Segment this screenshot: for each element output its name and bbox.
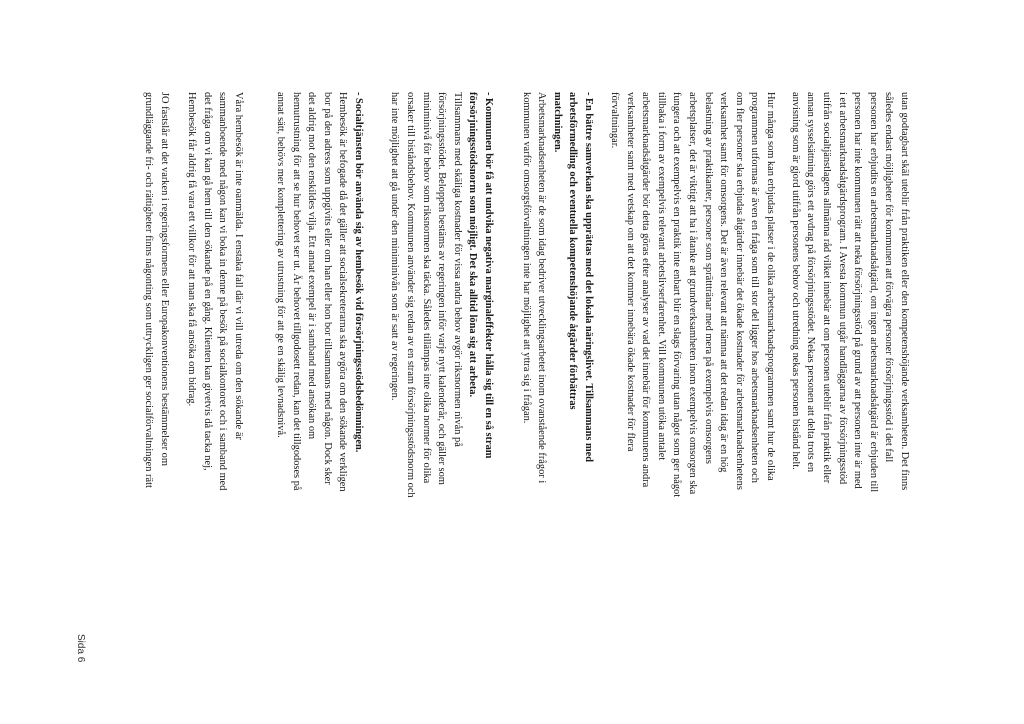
text-line: Våra hembesök är inte oanmälda. I enstaka fall där vi vill utreda om den sökande är bbox=[233, 92, 244, 440]
text-line: Hembesök är befogade då det gäller att socialsekreterarna ska avgöra om den sökande verkligen bbox=[337, 92, 349, 492]
text-line: hemutrustning för att se hur behovet ser ut. Är behovet tillgodosett redan, kan det tillgodoses på bbox=[290, 92, 302, 491]
text-line: personen har inte kommunen rätt att neka försörjningsstöd på grund av att personen inte är med bbox=[852, 92, 864, 489]
text-line: kommunen varför omsorgsförvaltningen inte har möjlighet att yttra sig i frågan. bbox=[520, 92, 532, 424]
text-line: arbetsmarknadsåtgärder bör detta göras efter analyser av vad det innebär för kommunens andra bbox=[640, 92, 652, 488]
text-line: arbetsplatser, det är viktigt att ha i åtanke att grundverksamheten inom exempelvis omsorgen ska bbox=[687, 92, 699, 495]
paragraph-1 bbox=[787, 92, 912, 652]
text-line: verksamheter samt med vetskap om att det kommer innebära ökade kostnader för flera bbox=[624, 92, 636, 452]
text-line: bor på den adress som uppgivits eller om han eller hon bor tillsammans med någon. Dock sker bbox=[321, 92, 333, 485]
text-line: personen har erbjudits en arbetsmarknadsåtgärd, om ingen arbetsmarknadsåtgärd är erbjuden till bbox=[867, 92, 879, 493]
text-line: utifrån socialtjänstlagens allmänna råd vilket innebär att om personen uteblir från praktik eller bbox=[821, 92, 833, 484]
text-line: försörjningsstödet. Beloppen bestäms av regeringen inför varje nytt kalenderår, och gäller som bbox=[436, 92, 448, 485]
page-number: Sida 6 bbox=[75, 634, 86, 663]
text-line: om fler personer ska erbjudas åtgärder innebär det ökade kostnader för arbetsmarknadsenhetens bbox=[733, 92, 745, 490]
text-line: Hembesök får aldrig få vara ett villkor för att man ska få ansöka om bidrag. bbox=[186, 92, 198, 407]
text-line: JO fastslår att det varken i regeringsformens eller Europakonventionens bestämmelser om bbox=[159, 92, 170, 466]
text-line: det aldrig mot den enskildes vilja. Ett annat exempel är i samband med ansökan om bbox=[306, 92, 318, 440]
text-line: sammanboende med någon kan vi boka in denne på besök på socialkontoret och i samband med bbox=[217, 92, 229, 491]
text-line: det fråga om vi kan gå hem till den sökande på en gång. Klienten kan givetvis då tacka nej, bbox=[201, 92, 213, 471]
text-line: i ett arbetsmarknadsåtgärdsprogram. I Avesta kommun utgår handläggarna av försörjningsstöd bbox=[836, 92, 848, 485]
text-line: tillbaka i form av exempelvis relevant arbetslivserfarenhet. Vill kommunen utöka antalet bbox=[655, 92, 667, 461]
text-line: fungera och att exempelvis en praktik inte enbart blir en slags förvaring utan något som ger något bbox=[671, 92, 683, 498]
text-line: grundläggande fri- och rättigheter finns någonting som uttryckligen ger socialförvaltningen rätt bbox=[143, 92, 155, 488]
text-line: förvaltningar. bbox=[609, 92, 621, 149]
paragraph-7 bbox=[141, 92, 172, 652]
heading-line: - En bättre samverkan ska upprättas med det lokala näringslivet. Tillsammans med bbox=[583, 92, 594, 463]
heading-line: - Kommunen bör få att undvika negativa marginaleffekter hålla sig till en så stram bbox=[483, 92, 494, 459]
text-line: belastning av praktikanter, personer som sprätttränar med mera på exempelvis omsorgens bbox=[702, 92, 714, 464]
text-line: annan sysselsättning görs ett avdrag på försörjningsstödet. Nekas personen att delta trots en bbox=[805, 92, 817, 473]
text-line: verksamhet samt för omsorgens. Det är även relevant att nämna att det redan idag är en hög bbox=[718, 92, 730, 473]
heading-line: - Socialtjänsten bör använda sig av hembesök vid försörjningsstödsbedömningen. bbox=[353, 92, 364, 453]
text-line: utan godtagbart skäl uteblir från praktiken eller den kompetenshöjande verksamheten. Det finns bbox=[899, 92, 910, 491]
paragraph-4 bbox=[387, 92, 496, 652]
text-line: Hur många som kan erbjudas platser i de olika arbetsmarknadsprogrammen samt hur de olika bbox=[765, 92, 776, 481]
text-line: Tillsammans med skäliga kostnader för vissa andra behov avgör riksnormen nivån på bbox=[451, 92, 463, 447]
paragraph-2 bbox=[606, 92, 778, 652]
text-line: har inte möjlighet att gå under den miniminivån som är satt av regeringen. bbox=[389, 92, 401, 401]
text-line: miniminivå för behov som riksnormen ska täcka. Således tillämpas inte olika normer för olika bbox=[420, 92, 432, 484]
heading-line: arbetsförmedling och eventuella kompetenshöjande åtgärder förbättras bbox=[567, 92, 579, 410]
text-line: annat sätt, behövs mer komplettering av utrustning för att ge en skälig levnadsnivå. bbox=[275, 92, 287, 438]
text-line: orsaker till biståndsbehov. Kommunen använder sig redan av en stram försörjningsstödsnorm och bbox=[405, 92, 417, 498]
paragraph-3 bbox=[518, 92, 596, 652]
text-line: programmen utformas är även en fråga som till stor del ligger hos arbetsmarknadsenheten och bbox=[749, 92, 761, 483]
text-line: således endast möjligheter för kommunen att förvägra personer försörjningsstöd i det fall bbox=[883, 92, 895, 463]
text-line: Arbetsmarknadsenheten är de som idag bedriver utvecklingsarbetet inom ovanstående frågor i bbox=[536, 92, 548, 484]
heading-line: försörjningsstödsnorm som möjligt. Det ska alltid löna sig att arbeta. bbox=[467, 92, 479, 398]
heading-line: matchningen. bbox=[551, 92, 563, 153]
paragraph-6 bbox=[184, 92, 246, 652]
paragraph-5 bbox=[272, 92, 366, 652]
text-line: anvisning som är gjord utifrån personens behov och utredning nekas personen bistånd helt. bbox=[789, 92, 801, 470]
